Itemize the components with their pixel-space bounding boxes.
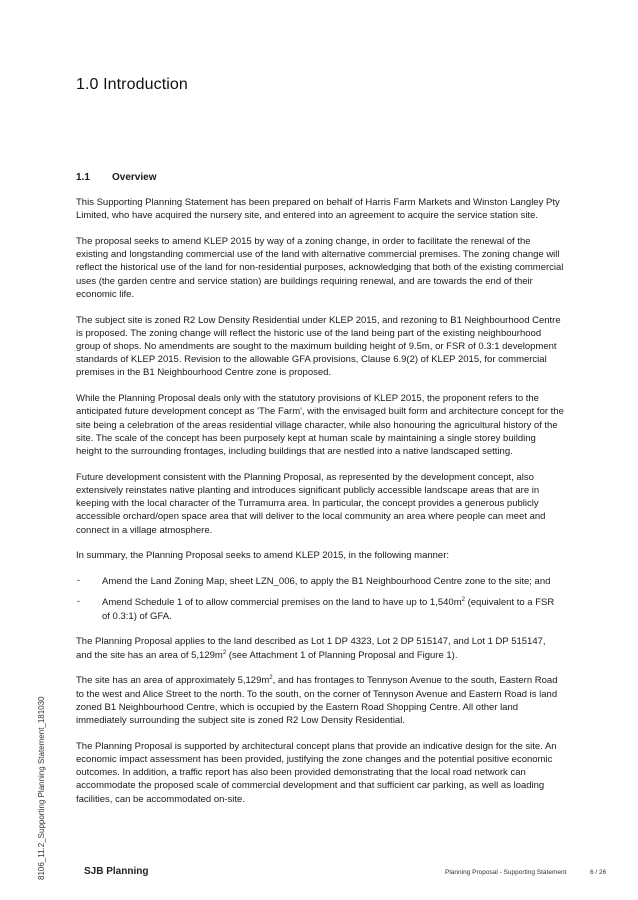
bullet-list (76, 575, 564, 623)
paragraph: The proposal seeks to amend KLEP 2015 by way of a zoning change, in order to facilitate the renewal of the existing and longstanding commercial use of the land with alternative commercial premises. The zoning change will reflect the historical use of the land for non-residential purposes, acknowledging that both of the existing commercial uses (the garden centre and service station) are buildings requiring renewal, and are towards the end of their economic life. (76, 236, 564, 300)
footer-doc-title: Planning Proposal - Supporting Statement (445, 869, 567, 876)
paragraph: This Supporting Planning Statement has been prepared on behalf of Harris Farm Markets and Winston Langley Pty Limited, who have acquired the nursery site, and entered into an agreement to acquire the service station site. (76, 197, 560, 222)
paragraph: Future development consistent with the Planning Proposal, as represented by the development concept, also extensively reinstates native planting and introduces significant publicly accessible landscape areas that are in keeping with the local character of the Turramurra area. In particular, the concept provides a generous publicly accessible orchard/open space area that will deliver to the local community an area where people can meet and connect in a village atmosphere. (76, 471, 546, 536)
paragraph (76, 635, 564, 661)
body-text (76, 196, 564, 818)
superscript: 2 (222, 649, 227, 656)
paragraph: In summary, the Planning Proposal seeks to amend KLEP 2015, in the following manner: (76, 550, 450, 562)
bullet-marker: - (77, 575, 80, 586)
paragraph: While the Planning Proposal deals only with the statutory provisions of KLEP 2015, the proponent refers to the anticipated future development concept as 'The Farm', with the envisaged built form and architecture concept for the site being a celebration of the areas residential village character, while also honouring the agricultural history of the site. The scale of the concept has been purposely kept at human scale by maintaining a single storey building height to the surrounding frontages, including buildings that are nestled into a native landscaped setting. (76, 393, 564, 458)
paragraph-text-cont: (see Attachment 1 of Planning Proposal and Figure 1). (226, 649, 458, 661)
superscript: 2 (269, 675, 273, 682)
page-number: 6 / 26 (590, 869, 607, 876)
paragraph (76, 674, 564, 727)
superscript: 2 (461, 597, 465, 604)
section-title: Overview (112, 172, 157, 183)
bullet-marker: - (77, 596, 80, 607)
side-reference: 8106_11.2_Supporting Planning Statement_181030 (37, 696, 46, 880)
paragraph-text: The site has an area of approximately 5,129m (76, 675, 270, 687)
bullet-text: Amend Schedule 1 of to allow commercial premises on the land to have up to 1,540m (102, 597, 462, 609)
paragraph: The Planning Proposal is supported by architectural concept plans that provide an indicative design for the site. An economic impact assessment has been provided, justifying the zone changes and the potential positive economic outcomes. In addition, a traffic report has also been provided demonstrating that the local road network can accommodate the proposed scale of commercial development and that sufficient car parking, as well as loading facilities, can be accommodated on-site. (76, 740, 557, 805)
section-heading (76, 172, 156, 183)
footer-brand: SJB Planning (84, 866, 149, 877)
paragraph-text: The Planning Proposal applies to the land described as Lot 1 DP 4323, Lot 2 DP 515147, and Lot 1 DP 515147, and the site has an area of 5,129m (76, 636, 546, 661)
bullet-item (76, 596, 564, 622)
paragraph-text-cont: , and has frontages to Tennyson Avenue to the south, Eastern Road to the west and Alice Street to the north. To the south, on the corner of Tennyson Avenue and Eastern Road is land zoned B1 Neighbourhood Centre, which is occupied by the Eastern Road Shopping Centre. All other land immediately surrounding the subject site is zoned R2 Low Density Residential. (76, 675, 558, 727)
paragraph: The subject site is zoned R2 Low Density Residential under KLEP 2015, and rezoning to B1 Neighbourhood Centre is proposed. The zoning change will reflect the historic use of the land being part of the existing neighbourhood group of shops. No amendments are sought to the maximum building height of 9.5m, or FSR of 0.3:1 development standards of KLEP 2015. Revision to the allowable GFA provisions, Clause 6.9(2) of KLEP 2015, for commercial premises in the B1 Neighbourhood Centre zone is proposed. (76, 314, 561, 379)
section-number: 1.1 (76, 172, 90, 183)
bullet-text-cont: (equivalent to a FSR of 0.3:1) of GFA. (102, 597, 555, 622)
bullet-text: Amend the Land Zoning Map, sheet LZN_006, to apply the B1 Neighbourhood Centre zone to the site; and (102, 576, 551, 588)
bullet-item (76, 575, 564, 588)
page-title: 1.0 Introduction (76, 76, 188, 93)
